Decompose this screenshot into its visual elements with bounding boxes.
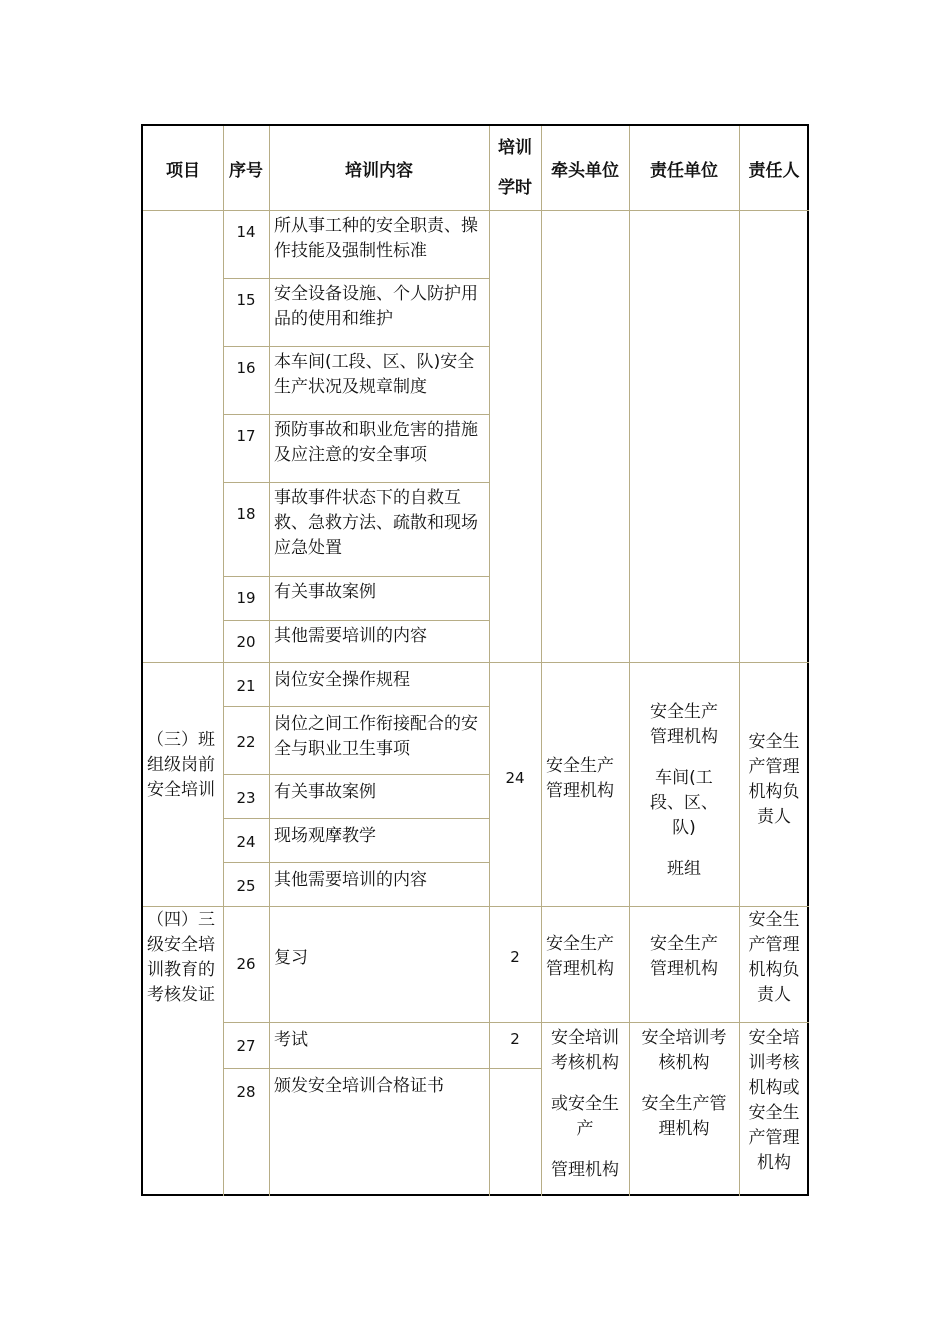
group3-resp-unit-3: 班组 — [667, 859, 701, 879]
training-table — [141, 124, 809, 1196]
row-num: 25 — [236, 877, 256, 895]
row-content: 所从事工种的安全职责、操作技能及强制性标准 — [274, 216, 478, 261]
row-num: 24 — [236, 833, 256, 851]
grid-line — [223, 862, 489, 863]
row-num: 18 — [236, 505, 256, 523]
group3-resp-unit — [629, 700, 739, 882]
group3-lead: 安全生产管理机构 — [546, 756, 614, 801]
grid-line — [143, 210, 809, 211]
row-num: 14 — [236, 223, 256, 241]
row-num: 26 — [236, 955, 256, 973]
header-seq: 序号 — [229, 160, 263, 181]
grid-line — [223, 576, 489, 577]
grid-line — [223, 482, 489, 483]
row-num: 23 — [236, 789, 256, 807]
row-content: 岗位安全操作规程 — [274, 670, 410, 690]
grid-line — [739, 126, 740, 1196]
row-content: 安全设备设施、个人防护用品的使用和维护 — [274, 284, 478, 329]
row-num: 19 — [236, 589, 256, 607]
row27-lead-2: 或安全生产 — [551, 1094, 619, 1139]
row-content: 有关事故案例 — [274, 782, 376, 802]
header-resp-unit: 责任单位 — [650, 160, 718, 181]
row-content: 现场观摩教学 — [274, 826, 376, 846]
row-num: 22 — [236, 733, 256, 751]
row-num: 17 — [236, 427, 256, 445]
row-content: 复习 — [274, 948, 308, 968]
grid-line — [223, 278, 489, 279]
group3-resp-unit-2: 车间(工段、区、队) — [650, 768, 718, 838]
gap — [641, 1076, 727, 1092]
row-content: 其他需要培训的内容 — [274, 870, 427, 890]
row-content: 其他需要培训的内容 — [274, 626, 427, 646]
header-lead: 牵头单位 — [551, 160, 619, 181]
group3-item: （三）班组级岗前安全培训 — [147, 730, 215, 800]
group4-item: （四）三级安全培训教育的考核发证 — [147, 910, 215, 1005]
row-num: 28 — [236, 1083, 256, 1101]
gap — [629, 841, 739, 857]
row-content: 预防事故和职业危害的措施及应注意的安全事项 — [274, 420, 478, 465]
row-content: 颁发安全培训合格证书 — [274, 1076, 444, 1096]
grid-line — [269, 126, 270, 1196]
row27-hours: 2 — [510, 1030, 520, 1048]
gap — [545, 1142, 625, 1158]
row27-lead-3: 管理机构 — [551, 1160, 619, 1180]
header-content: 培训内容 — [345, 160, 413, 181]
row-content: 有关事故案例 — [274, 582, 376, 602]
gap — [545, 1076, 625, 1092]
row-content: 考试 — [274, 1030, 308, 1050]
row27-resp-unit-1: 安全培训考核机构 — [641, 1028, 727, 1073]
row-num: 27 — [236, 1037, 256, 1055]
grid-line — [541, 126, 542, 1196]
grid-line — [223, 774, 489, 775]
grid-line — [223, 346, 489, 347]
header-hours — [489, 126, 541, 210]
grid-line — [223, 414, 489, 415]
group3-hours: 24 — [505, 769, 525, 787]
grid-line — [489, 126, 490, 1196]
row27-lead-1: 安全培训考核机构 — [551, 1028, 619, 1073]
row-num: 20 — [236, 633, 256, 651]
row26-hours: 2 — [510, 948, 520, 966]
row-content: 事故事件状态下的自救互救、急救方法、疏散和现场应急处置 — [274, 488, 478, 558]
group3-resp-unit-1: 安全生产管理机构 — [650, 702, 718, 747]
row-content: 岗位之间工作衔接配合的安全与职业卫生事项 — [274, 714, 478, 759]
gap — [629, 750, 739, 766]
grid-line — [223, 1068, 541, 1069]
grid-line — [143, 662, 809, 663]
row-num: 16 — [236, 359, 256, 377]
header-resp-person: 责任人 — [748, 160, 800, 181]
header-hours-line1: 培训 — [498, 138, 532, 158]
header-item: 项目 — [166, 160, 200, 181]
grid-line — [223, 706, 489, 707]
row-content: 本车间(工段、区、队)安全生产状况及规章制度 — [274, 352, 475, 397]
row27-resp-unit — [629, 1026, 739, 1142]
grid-line — [223, 126, 224, 1196]
row-num: 15 — [236, 291, 256, 309]
grid-line — [223, 1022, 809, 1023]
row26-resp-unit: 安全生产管理机构 — [650, 934, 718, 979]
row27-resp-unit-2: 安全生产管理机构 — [641, 1094, 727, 1139]
grid-line — [223, 620, 489, 621]
grid-line — [629, 126, 630, 1196]
group3-resp-person: 安全生产管理机构负责人 — [748, 732, 800, 827]
row26-resp-person: 安全生产管理机构负责人 — [748, 910, 800, 1005]
row27-resp-person: 安全培训考核机构或安全生产管理机构 — [748, 1028, 800, 1173]
header-hours-line2: 学时 — [498, 178, 532, 198]
grid-line — [223, 818, 489, 819]
grid-line — [143, 906, 809, 907]
row27-lead — [541, 1026, 629, 1183]
row-num: 21 — [236, 677, 256, 695]
row26-lead: 安全生产管理机构 — [546, 934, 614, 979]
